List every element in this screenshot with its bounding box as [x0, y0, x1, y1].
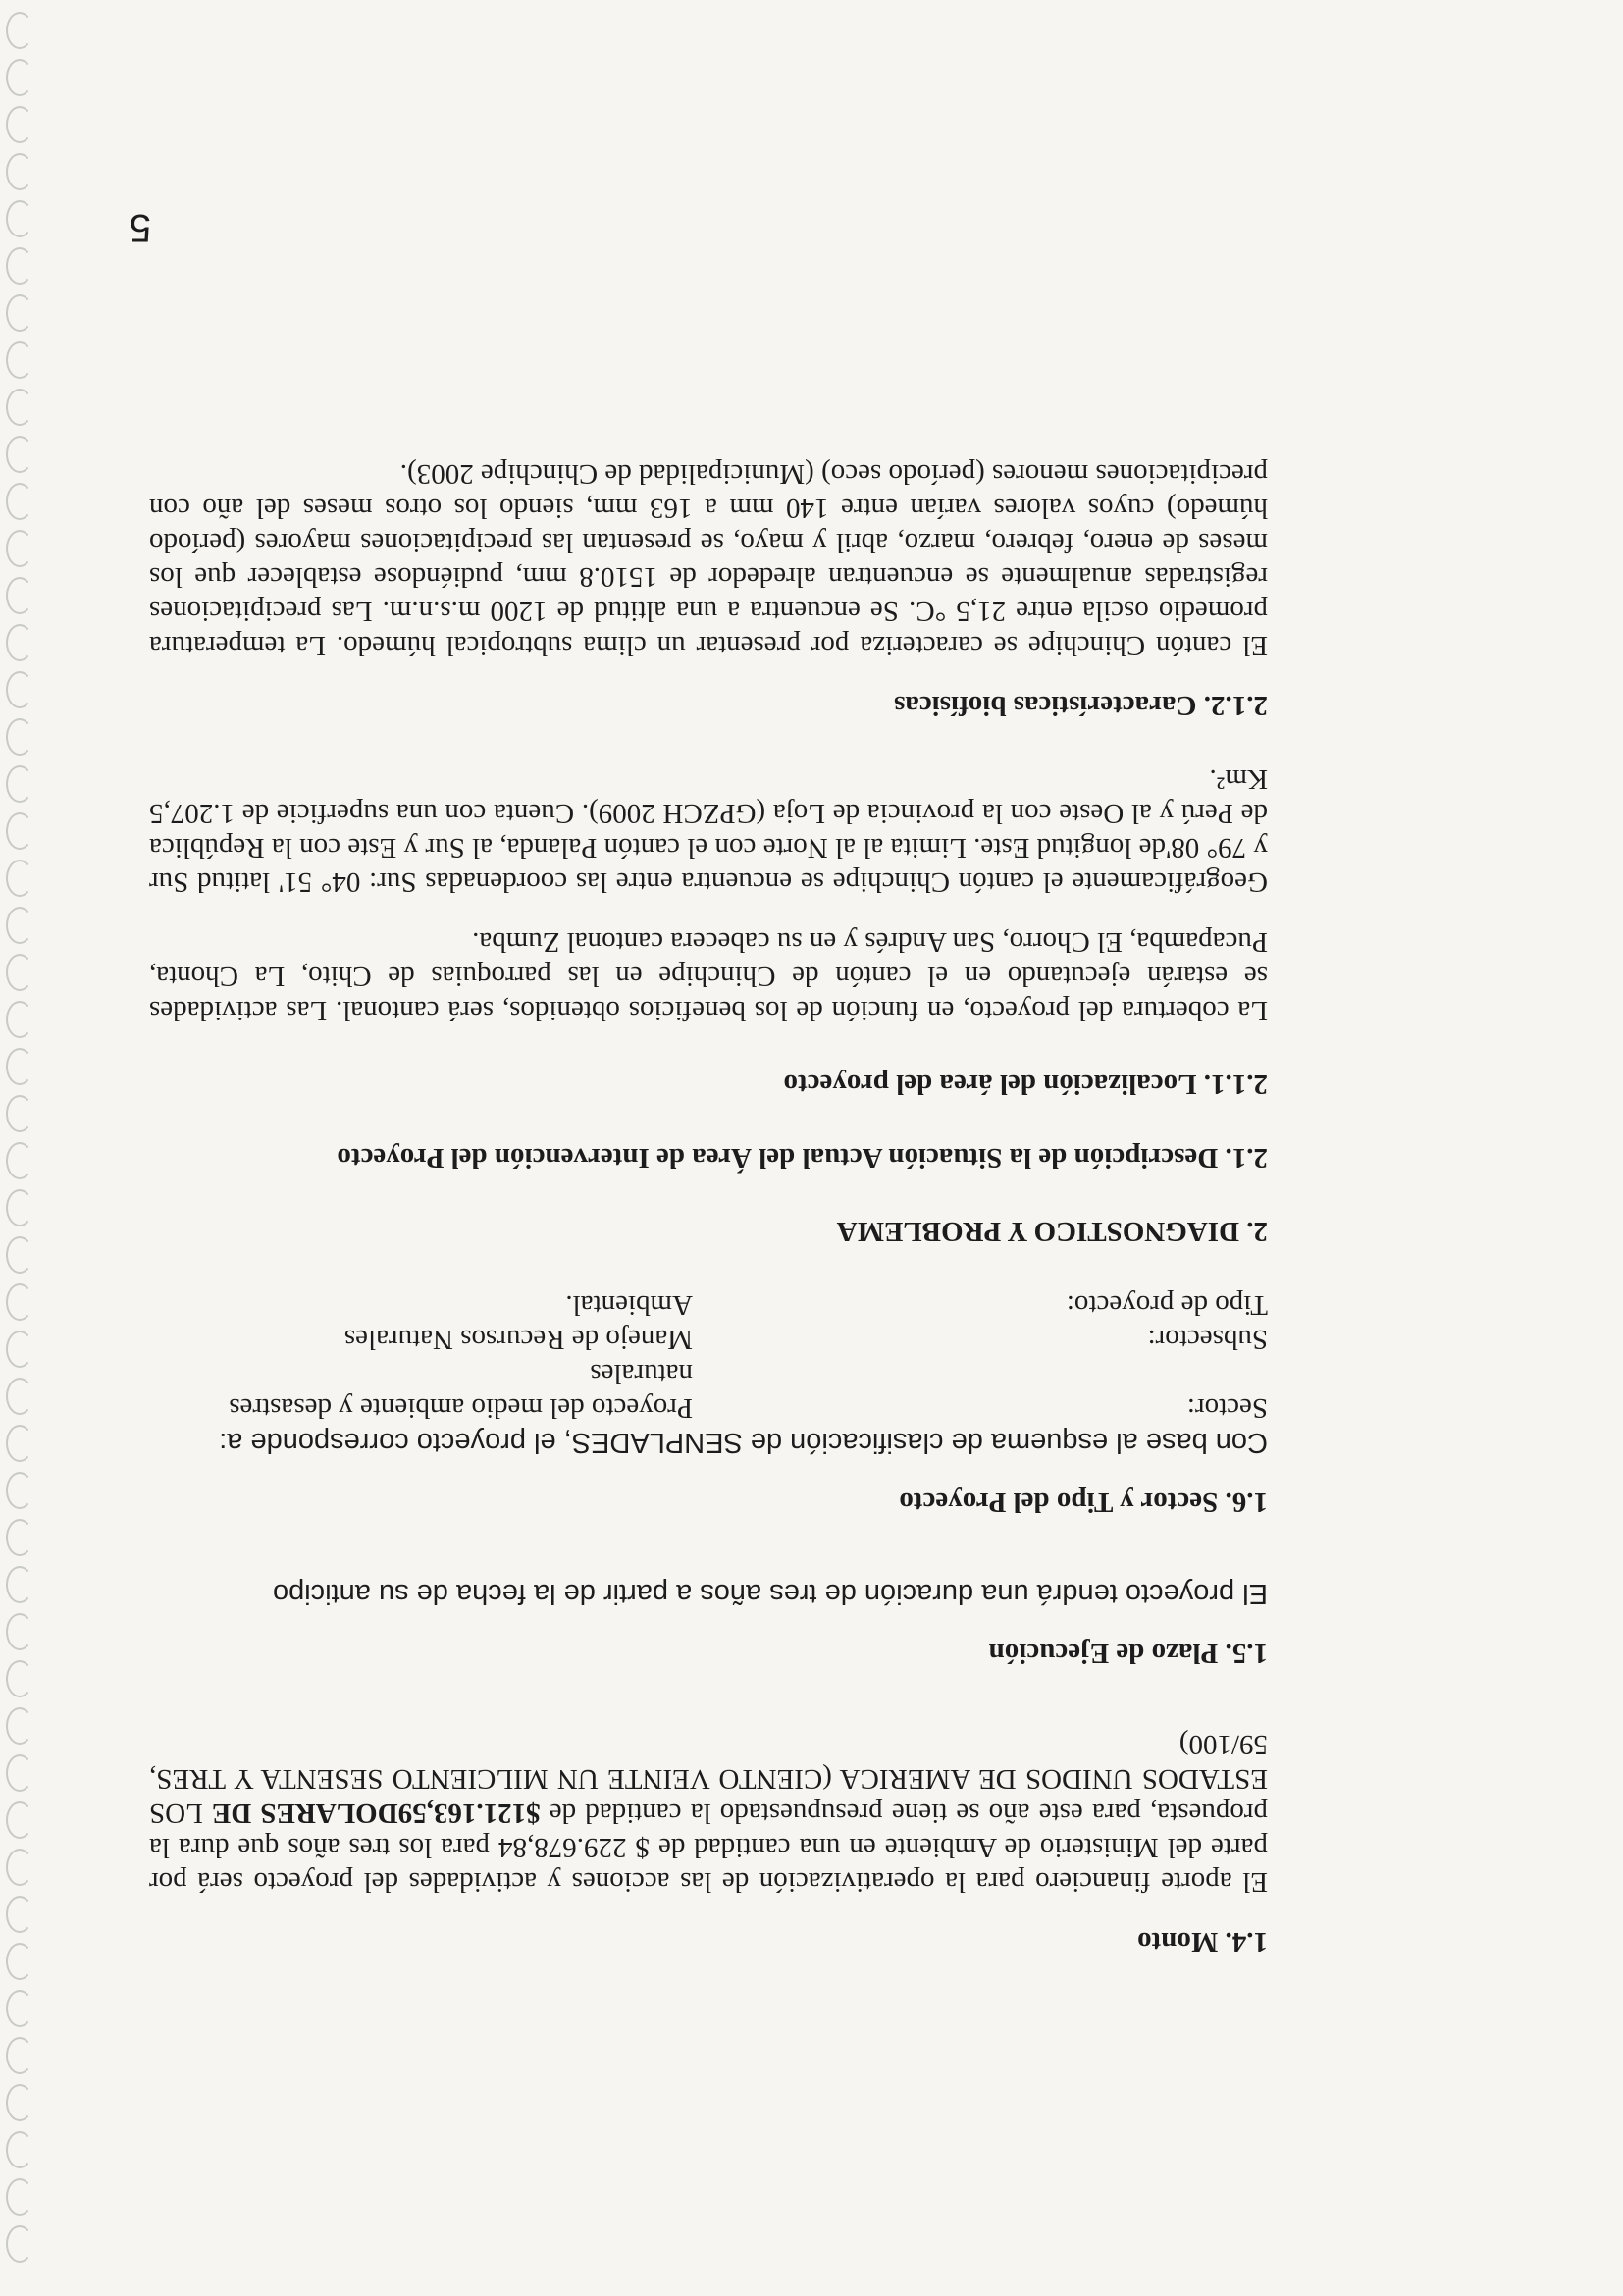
heading-diagnostico: 2. DIAGNOSTICO Y PROBLEMA	[836, 1216, 1268, 1247]
monto-text-after: LOS ESTADOS UNIDOS DE AMERICA (CIENTO VEINTE UN MILCIENTO SESENTA Y TRES, 59/100)	[149, 1729, 1268, 1829]
heading-plazo: 1.5. Plazo de Ejecución	[988, 1638, 1268, 1669]
paragraph-localizacion-2: Geográficamente el cantón Chinchipe se encuentra entre las coordenadas Sur: 04° 51' latitud Sur y 79° 08'de longitud Este. Limita al al Norte con el cantón Palanda, al Sur y Este con la República de Perú y al Oeste con la provincia de Loja (GPZCH 2009). Cuenta con una superficie de 1.207,5 Km².	[149, 763, 1268, 898]
heading-descripcion: 2.1. Descripción de la Situación Actual del Área de Intervención del Proyecto	[337, 1142, 1268, 1174]
document-body	[149, 456, 1268, 1958]
heading-monto: 1.4. Monto	[1137, 1926, 1268, 1957]
paragraph-biofisicas: El cantón Chinchipe se caracteriza por presentar un clima subtropical húmedo. La temperatura promedio oscila entre 21,5 °C. Se encuentra a una altitud de 1200 m.s.n.m. Las precipitaciones registradas anualmente se encuentran alrededor de 1510.8 mm, pudiéndose establecer que los meses de enero, febrero, marzo, abril y mayo, se presentan las precipitaciones mayores (período húmedo) cuyos valores varían entre 140 mm a 163 mm, siendo los otros meses del año con precipitaciones menores (período seco) (Municipalidad de Chinchipe 2003).	[149, 458, 1268, 661]
paragraph-localizacion-1: La cobertura del proyecto, en función de los beneficios obtenidos, será cantonal. Las actividades se estarán ejecutando en el cantón de Chinchipe en las parroquias de Chito, La Chonta, Pucapamba, El Chorro, San Andrés y en su cabecera cantonal Zumba.	[149, 926, 1268, 1026]
sector-label: Sector:	[1186, 1392, 1268, 1424]
paragraph-sector-intro: Con base al esquema de clasificación de SENPLADES, el proyecto corresponde a:	[219, 1427, 1268, 1458]
tipo-proyecto-value: Ambiental.	[565, 1289, 693, 1321]
page-number: 5	[129, 206, 151, 249]
sector-value: Proyecto del medio ambiente y desastres naturales	[229, 1358, 693, 1424]
subsector-value: Manejo de Recursos Naturales	[343, 1324, 693, 1355]
paragraph-plazo: El proyecto tendrá una duración de tres años a partir de la fecha de su anticipo	[272, 1578, 1268, 1609]
heading-sector: 1.6. Sector y Tipo del Proyecto	[899, 1487, 1268, 1518]
paragraph-monto	[149, 1727, 1268, 1899]
heading-biofisicas: 2.1.2. Características biofísicas	[894, 690, 1268, 721]
tipo-proyecto-label: Tipo de proyecto:	[1066, 1289, 1268, 1321]
subsector-row	[149, 1322, 1268, 1356]
monto-text-before: El aporte financiero para la operativización de las acciones y actividades del proyecto será por parte del Ministerio de Ambiente en una cantidad de $ 229.678,84 para los tres años que dura la propuesta, para este año se tiene presupuestado la cantidad de	[149, 1798, 1268, 1898]
heading-localizacion: 2.1.1. Localización del área del proyecto	[783, 1069, 1268, 1100]
subsector-label: Subsector:	[1147, 1324, 1268, 1355]
monto-amount: $121.163,59DOLARES DE	[211, 1798, 541, 1829]
tipo-proyecto-row	[149, 1287, 1268, 1322]
sector-row	[149, 1356, 1268, 1425]
